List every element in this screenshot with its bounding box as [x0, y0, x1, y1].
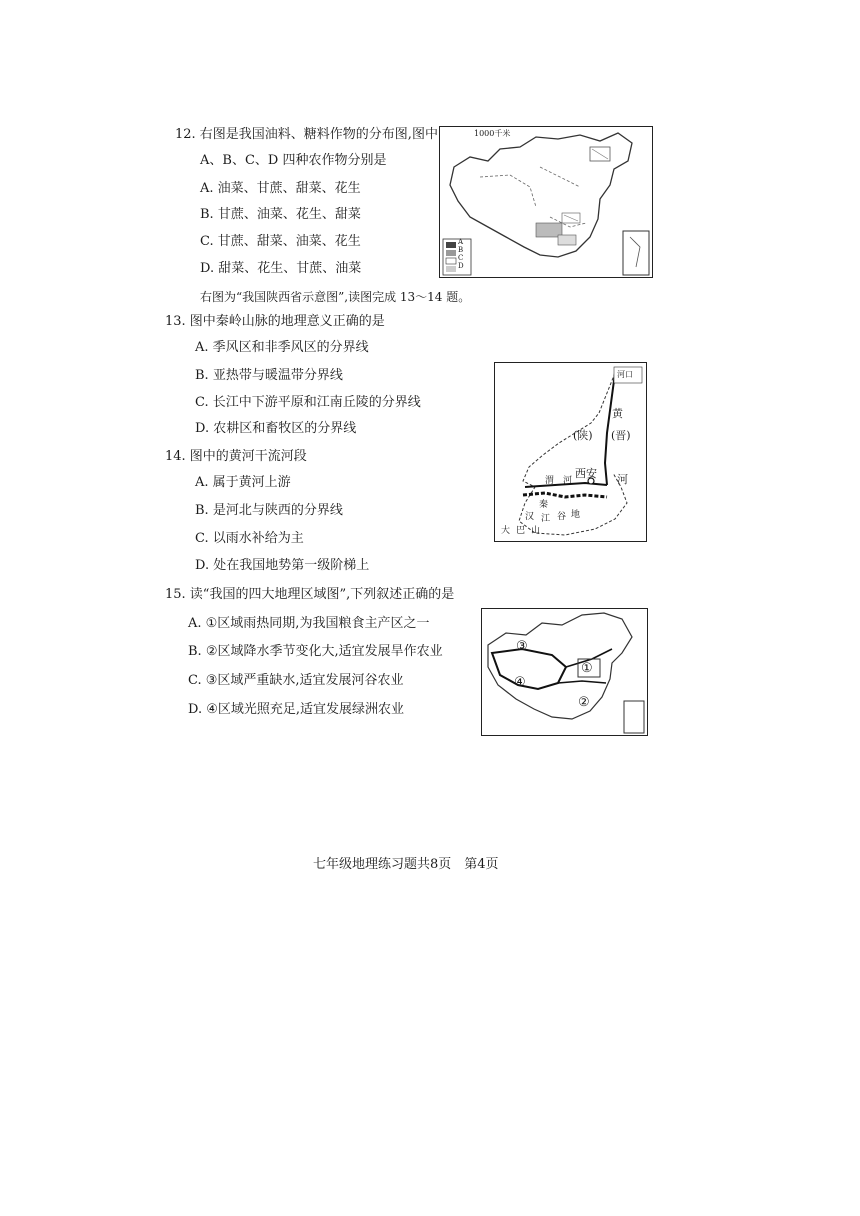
q13-stem: 13. 图中秦岭山脉的地理意义正确的是: [165, 314, 385, 329]
label-jin: (晋): [611, 429, 631, 442]
label-jiang: 江: [541, 514, 551, 524]
regions-map: [481, 608, 648, 736]
q14-option-c: C. 以雨水补给为主: [195, 531, 304, 546]
q13-option-b: B. 亚热带与暖温带分界线: [195, 368, 343, 383]
region-3-label: ③: [516, 639, 528, 654]
q14-option-b: B. 是河北与陕西的分界线: [195, 503, 343, 518]
q12-stem-line1: 12. 右图是我国油料、糖料作物的分布图,图中: [175, 127, 438, 142]
q15-option-c: C. ③区域严重缺水,适宜发展河谷农业: [188, 673, 404, 688]
label-gu: 谷: [557, 512, 567, 522]
region-1-label: ①: [581, 661, 593, 676]
q12-stem-line2: A、B、C、D 四种农作物分别是: [200, 153, 387, 168]
legend-d: D: [458, 262, 464, 270]
label-han: 汉: [525, 512, 535, 522]
q15-option-b: B. ②区域降水季节变化大,适宜发展旱作农业: [188, 644, 443, 659]
page-footer: 七年级地理练习题共8页 第4页: [313, 857, 499, 872]
q15-option-a: A. ①区域雨热同期,为我国粮食主产区之一: [188, 616, 430, 631]
q14-option-a: A. 属于黄河上游: [195, 475, 291, 490]
q12-option-a: A. 油菜、甘蔗、甜菜、花生: [200, 181, 361, 196]
map-scale: 1000千米: [474, 129, 511, 138]
label-wei: 渭: [545, 476, 555, 486]
china-crop-map: [439, 126, 653, 278]
intro-13-14: 右图为“我国陕西省示意图”,读图完成 13～14 题。: [200, 290, 471, 304]
label-daba: 大巴山: [501, 526, 547, 536]
label-shaan: (陕): [573, 429, 593, 442]
q14-option-d: D. 处在我国地势第一级阶梯上: [195, 558, 370, 573]
q12-option-c: C. 甘蔗、甜菜、油菜、花生: [200, 234, 361, 249]
q12-option-b: B. 甘蔗、油菜、花生、甜菜: [200, 207, 361, 222]
legend-c: C: [458, 254, 464, 262]
q15-option-d: D. ④区域光照充足,适宜发展绿洲农业: [188, 702, 405, 717]
china-outline-drawing: [440, 127, 652, 277]
shaanxi-map: [494, 362, 647, 542]
label-huang: 黄: [612, 407, 623, 420]
label-qin: 秦: [539, 500, 549, 510]
q13-option-a: A. 季风区和非季风区的分界线: [195, 340, 369, 355]
region-4-label: ④: [514, 675, 526, 690]
label-he: 河: [617, 473, 628, 486]
region-2-label: ②: [578, 695, 590, 710]
q15-stem: 15. 读“我国的四大地理区域图”,下列叙述正确的是: [165, 587, 455, 602]
legend-b: B: [458, 246, 464, 254]
q13-option-c: C. 长江中下游平原和江南丘陵的分界线: [195, 395, 421, 410]
regions-outline-drawing: [482, 609, 647, 735]
label-hekou: 河口: [617, 370, 633, 379]
q12-option-d: D. 甜菜、花生、甘蔗、油菜: [200, 261, 362, 276]
label-wei-he: 河: [563, 476, 573, 486]
q14-stem: 14. 图中的黄河干流河段: [165, 449, 307, 464]
label-di: 地: [571, 510, 581, 520]
q13-option-d: D. 农耕区和畜牧区的分界线: [195, 421, 357, 436]
label-xian: 西安: [575, 467, 597, 480]
legend-a: A: [458, 238, 464, 246]
